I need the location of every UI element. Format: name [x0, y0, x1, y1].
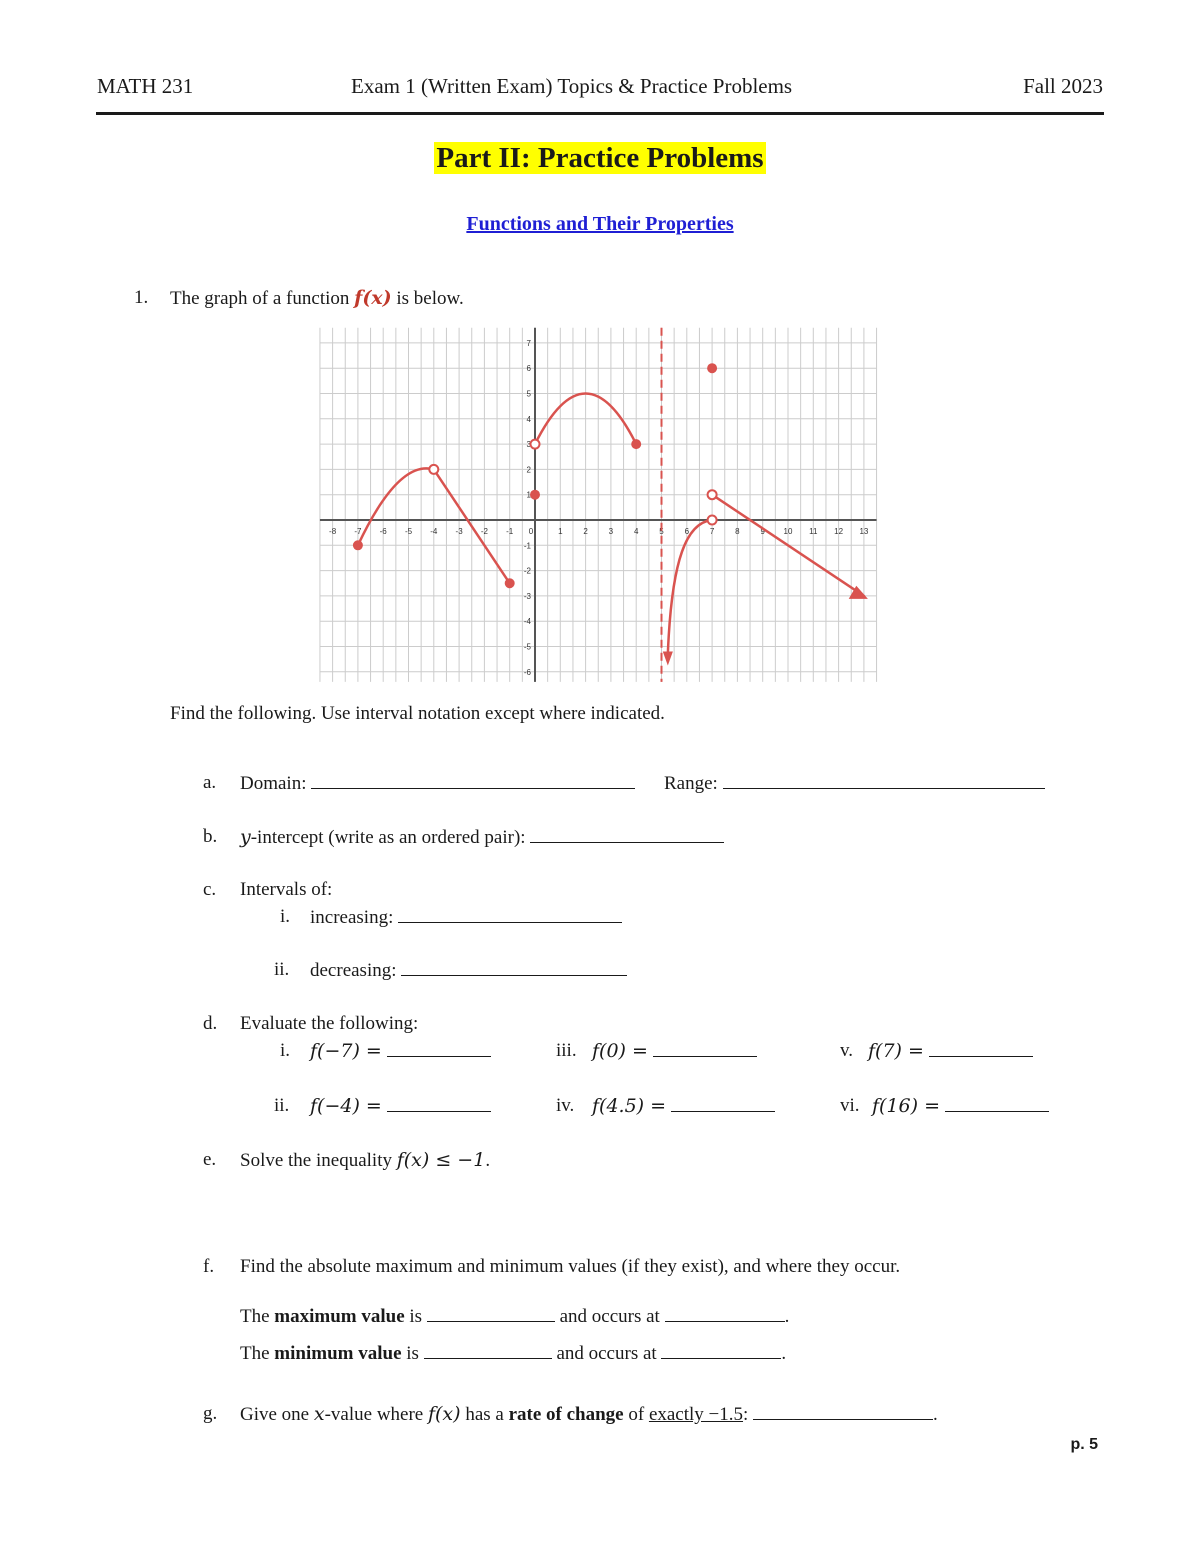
x-tick-label: 10 [783, 527, 793, 536]
y-tick-label: 1 [526, 490, 531, 500]
instructions: Find the following. Use interval notation except where indicated. [170, 703, 665, 724]
decreasing-answer-blank[interactable] [401, 959, 627, 976]
x-tick-label: 5 [659, 527, 664, 536]
eval-iii-blank[interactable] [653, 1040, 757, 1057]
item-d-letter: d. [203, 1013, 218, 1034]
min-occurs: and occurs at [556, 1343, 657, 1364]
item-g [240, 1403, 938, 1426]
x-tick-label: -1 [506, 527, 514, 536]
decreasing-label: decreasing: [310, 960, 397, 981]
eval-ii [310, 1095, 491, 1118]
open-point [429, 465, 438, 474]
eval-ii-blank[interactable] [387, 1095, 491, 1112]
x-tick-label: -5 [404, 527, 413, 536]
domain-label: Domain: [240, 773, 307, 794]
x-tick-label: 13 [859, 527, 869, 536]
g-period: . [933, 1404, 938, 1425]
max-period: . [784, 1306, 790, 1327]
y-variable: y [240, 826, 251, 848]
eval-iii-expr: f(0) = [592, 1040, 648, 1062]
part-title [0, 142, 1200, 175]
eval-i [310, 1040, 491, 1063]
eval-ii-expr: f(−4) = [310, 1095, 382, 1117]
y-tick-label: 5 [526, 389, 531, 399]
evaluate-label: Evaluate the following: [240, 1013, 419, 1034]
increasing-label: increasing: [310, 907, 394, 928]
x-tick-label: 12 [834, 527, 844, 536]
item-g-letter: g. [203, 1403, 218, 1424]
eval-iv [592, 1095, 775, 1118]
arrowhead-down [663, 652, 673, 666]
y-intercept-answer-blank[interactable] [530, 826, 724, 843]
x-tick-label: 8 [735, 527, 740, 536]
min-the: The [240, 1343, 270, 1364]
item-a-range [664, 772, 1045, 795]
g-rate-bold: rate of change [508, 1404, 624, 1425]
problem-number: 1. [134, 287, 149, 308]
max-the: The [240, 1306, 270, 1327]
document-title: Exam 1 (Written Exam) Topics & Practice Problems [351, 74, 793, 98]
item-b-letter: b. [203, 826, 218, 847]
x-tick-label: 1 [558, 527, 563, 536]
item-b [240, 826, 724, 849]
x-tick-label: -2 [480, 527, 488, 536]
closed-point [531, 490, 540, 499]
increasing-answer-blank[interactable] [398, 906, 622, 923]
g-x-var: x [313, 1403, 325, 1425]
max-line [240, 1305, 789, 1328]
y-tick-label: 3 [526, 440, 531, 450]
x-tick-label: -3 [455, 527, 463, 536]
y-tick-label: -2 [523, 566, 531, 576]
x-tick-label: -7 [354, 527, 362, 536]
item-a-letter: a. [203, 772, 217, 793]
section-title [0, 213, 1200, 236]
problem-intro [170, 287, 464, 310]
course-code: MATH 231 [97, 74, 194, 98]
max-occurs: and occurs at [559, 1306, 660, 1327]
min-value-blank[interactable] [424, 1342, 552, 1359]
y-tick-label: 7 [526, 338, 531, 348]
item-e-letter: e. [203, 1149, 217, 1170]
y-tick-label: -4 [523, 617, 531, 627]
max-bold: maximum value [274, 1306, 405, 1327]
x-tick-label: 9 [760, 527, 765, 536]
y-tick-label: -1 [523, 541, 531, 551]
problem-intro-pre: The graph of a function [170, 288, 355, 309]
eval-ii-num: ii. [274, 1095, 290, 1116]
domain-answer-blank[interactable] [311, 772, 635, 789]
g-colon: : [743, 1404, 749, 1425]
item-c-ii-num: ii. [274, 959, 290, 980]
eval-i-expr: f(−7) = [310, 1040, 382, 1062]
function-label: f(x) [354, 287, 392, 309]
min-line [240, 1342, 786, 1365]
item-c-ii [310, 959, 627, 982]
y-intercept-label: -intercept (write as an ordered pair): [250, 827, 526, 848]
eval-vi-expr: f(16) = [872, 1095, 940, 1117]
eval-iii [592, 1040, 757, 1063]
y-tick-label: 4 [526, 414, 531, 424]
x-tick-label: 4 [633, 527, 639, 536]
inequality-pre: Solve the inequality [240, 1150, 397, 1171]
max-location-blank[interactable] [665, 1305, 785, 1322]
max-value-blank[interactable] [427, 1305, 555, 1322]
g-has: has a [460, 1404, 509, 1425]
x-tick-label: 11 [809, 527, 818, 536]
item-f-letter: f. [203, 1256, 215, 1277]
item-c-i [310, 906, 622, 929]
eval-v [868, 1040, 1033, 1063]
x-tick-label: -6 [379, 527, 387, 536]
eval-v-blank[interactable] [929, 1040, 1033, 1057]
closed-point [505, 579, 514, 588]
eval-iv-num: iv. [556, 1095, 575, 1116]
x-tick-label: 6 [684, 527, 690, 536]
min-period: . [781, 1343, 787, 1364]
page-number: p. 5 [1070, 1436, 1098, 1453]
eval-iv-expr: f(4.5) = [592, 1095, 667, 1117]
y-tick-label: 2 [526, 465, 531, 475]
eval-vi [872, 1095, 1049, 1118]
eval-iii-num: iii. [556, 1040, 577, 1061]
x-tick-label: 2 [583, 527, 588, 536]
min-location-blank[interactable] [661, 1342, 781, 1359]
x-tick-label: 7 [709, 527, 715, 536]
g-fx: f(x) [427, 1403, 461, 1425]
g-mid: -value where [324, 1404, 428, 1425]
function-graph [310, 322, 890, 682]
y-tick-label: -5 [523, 642, 531, 652]
item-c-letter: c. [203, 879, 217, 900]
range-label: Range: [664, 773, 718, 794]
eval-iv-blank[interactable] [671, 1095, 775, 1112]
extrema-prompt: Find the absolute maximum and minimum values (if they exist), and where they occur. [240, 1256, 901, 1277]
x-tick-label: -8 [329, 527, 337, 536]
y-tick-label: -6 [523, 667, 531, 677]
eval-v-num: v. [840, 1040, 854, 1061]
term: Fall 2023 [1023, 74, 1103, 98]
item-e [240, 1149, 490, 1172]
closed-point [708, 364, 717, 373]
rate-answer-blank[interactable] [753, 1403, 933, 1420]
problem-intro-post: is below. [391, 288, 464, 309]
eval-i-num: i. [280, 1040, 291, 1061]
open-point [708, 490, 717, 499]
open-point [708, 516, 717, 525]
min-is: is [406, 1343, 419, 1364]
section-title-link[interactable]: Functions and Their Properties [466, 213, 734, 235]
inequality-math: f(x) ≤ −1 [396, 1149, 486, 1171]
eval-vi-num: vi. [840, 1095, 860, 1116]
item-a [240, 772, 635, 795]
inequality-period: . [485, 1150, 491, 1171]
open-point [531, 440, 540, 449]
g-exactly: exactly −1.5 [648, 1404, 744, 1425]
intervals-label: Intervals of: [240, 879, 333, 900]
y-tick-label: -3 [523, 591, 531, 601]
max-is: is [409, 1306, 423, 1327]
header-rule [96, 112, 1104, 115]
range-answer-blank[interactable] [723, 772, 1045, 789]
item-c-i-num: i. [280, 906, 291, 927]
g-pre: Give one [240, 1404, 314, 1425]
g-of: of [623, 1404, 649, 1425]
closed-point [632, 440, 641, 449]
eval-v-expr: f(7) = [868, 1040, 924, 1062]
y-tick-label: 6 [526, 364, 531, 374]
x-tick-label: -4 [430, 527, 438, 536]
min-bold: minimum value [274, 1343, 402, 1364]
x-tick-label: 0 [528, 527, 534, 536]
eval-vi-blank[interactable] [945, 1095, 1049, 1112]
part-title-text: Part II: Practice Problems [436, 142, 764, 174]
x-tick-label: 3 [608, 527, 614, 536]
closed-point [353, 541, 362, 550]
eval-i-blank[interactable] [387, 1040, 491, 1057]
